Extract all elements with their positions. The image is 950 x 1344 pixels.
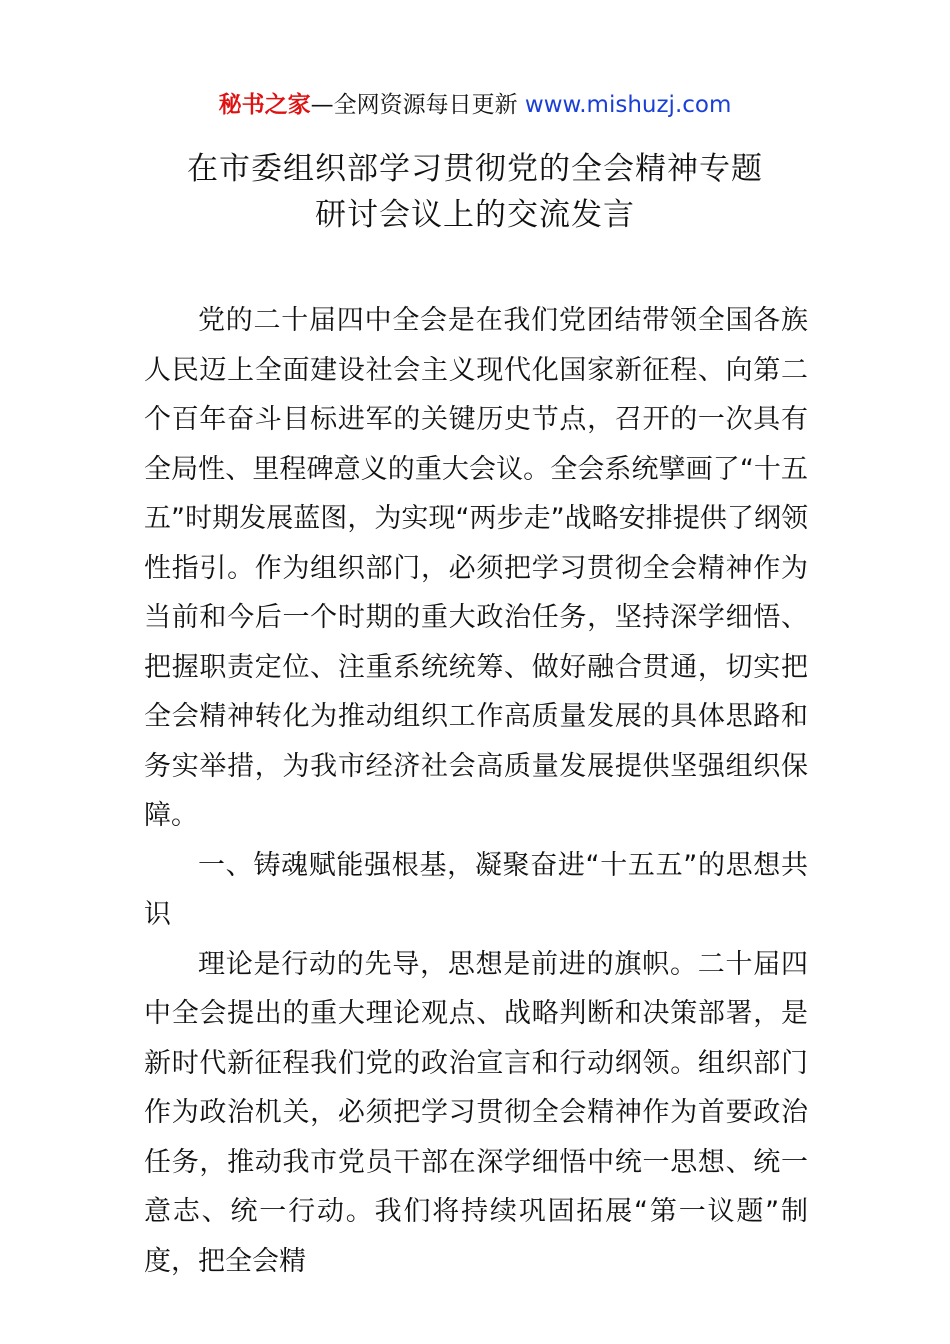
section-heading-1: 一、铸魂赋能强根基，凝聚奋进“十五五”的思想共识 <box>144 849 808 930</box>
site-header <box>0 88 950 122</box>
site-url[interactable]: www.mishuzj.com <box>524 92 732 118</box>
document-title <box>0 146 950 238</box>
paragraph-section-1: 理论是行动的先导，思想是前进的旗帜。二十届四中全会提出的重大理论观点、战略判断和决策部署，是新时代新征程我们党的政治宣言和行动纲领。组织部门作为政治机关，必须把学习贯彻全会精神作为首要政治任务，推动我市党员干部在深学细悟中统一思想、统一意志、统一行动。我们将持续巩固拓展“第一议题”制度，把全会精 <box>144 948 808 1277</box>
title-line-2: 研讨会议上的交流发言 <box>315 197 635 233</box>
site-slogan: —全网资源每日更新 <box>310 92 518 118</box>
site-brand: 秘书之家 <box>218 92 311 118</box>
title-line-1: 在市委组织部学习贯彻党的全会精神专题 <box>187 151 763 187</box>
paragraph-intro: 党的二十届四中全会是在我们党团结带领全国各族人民迈上全面建设社会主义现代化国家新征程、向第二个百年奋斗目标进军的关键历史节点，召开的一次具有全局性、里程碑意义的重大会议。全会系统擘画了“十五五”时期发展蓝图，为实现“两步走”战略安排提供了纲领性指引。作为组织部门，必须把学习贯彻全会精神作为当前和今后一个时期的重大政治任务，坚持深学细悟、把握职责定位、注重系统统筹、做好融合贯通，切实把全会精神转化为推动组织工作高质量发展的具体思路和务实举措，为我市经济社会高质量发展提供坚强组织保障。 <box>144 305 808 831</box>
document-body <box>144 296 808 1286</box>
